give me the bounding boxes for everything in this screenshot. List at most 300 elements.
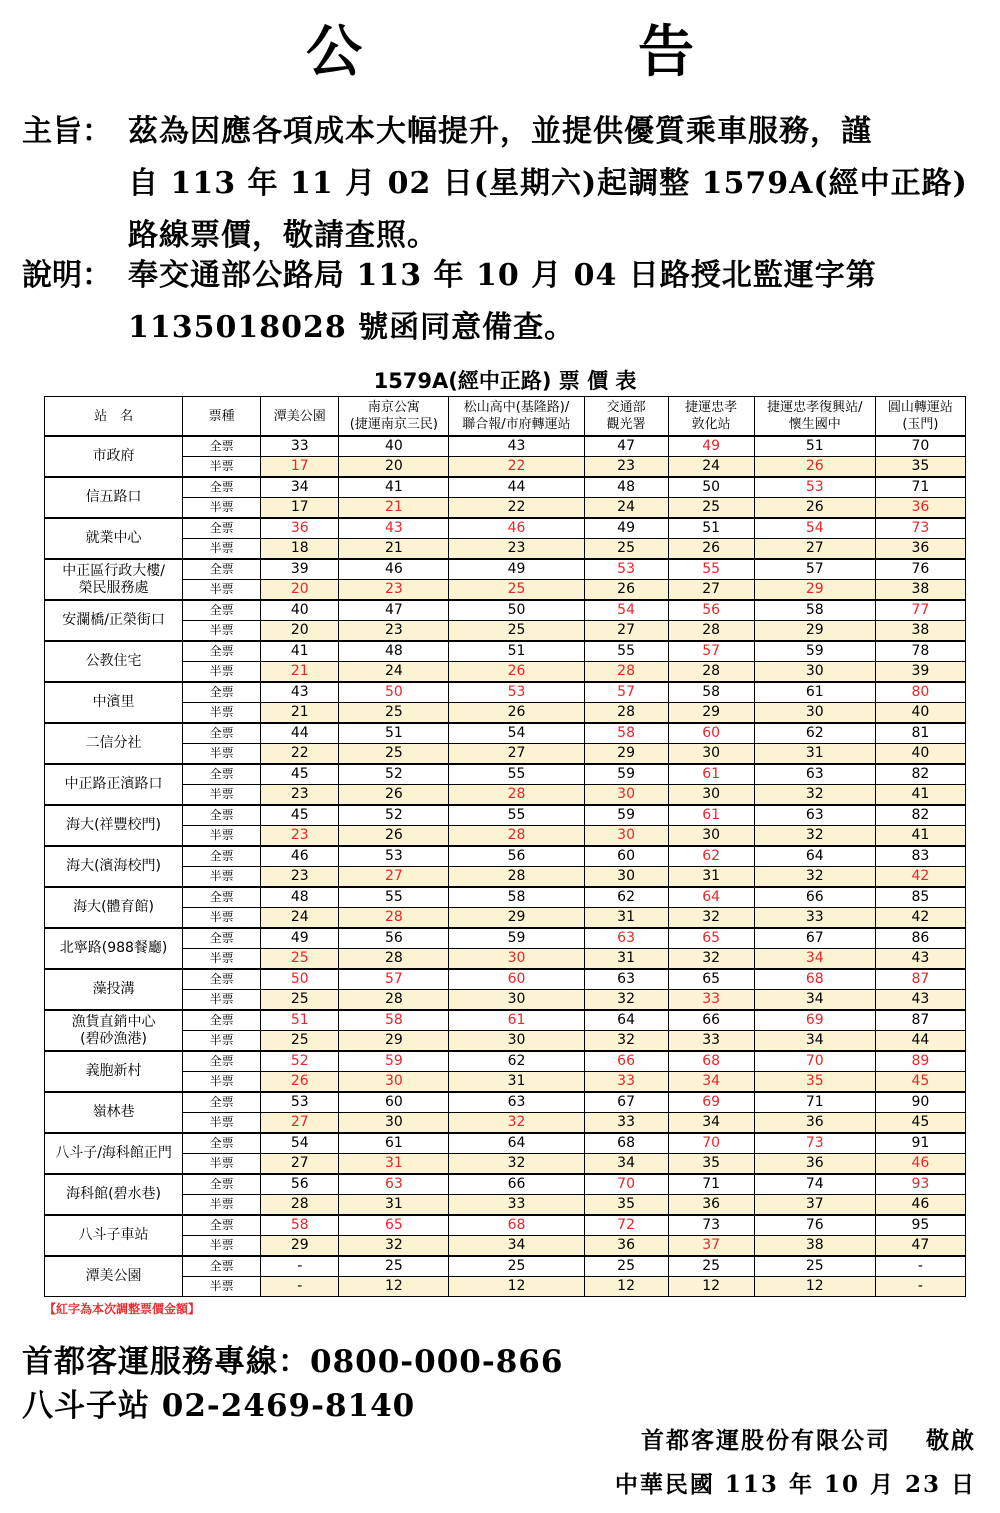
fare-cell: 55 <box>584 641 668 662</box>
fare-cell: 64 <box>668 887 754 908</box>
fare-table-header-cell: 潭美公園 <box>261 397 339 437</box>
fare-table-header-cell: 捷運忠孝復興站/ 懷生國中 <box>754 397 875 437</box>
ticket-type: 半票 <box>183 1031 261 1052</box>
fare-cell: 46 <box>875 1195 965 1216</box>
station-name: 藻投溝 <box>45 969 183 1010</box>
fare-cell: 29 <box>668 703 754 724</box>
fare-cell: 45 <box>875 1072 965 1093</box>
fare-row-full <box>45 723 966 744</box>
fare-row-half <box>45 744 966 765</box>
ticket-type: 全票 <box>183 477 261 498</box>
fare-cell: 28 <box>668 662 754 683</box>
explanation-label: 說明： <box>22 258 112 293</box>
fare-cell: 30 <box>449 949 584 970</box>
fare-cell: 32 <box>668 949 754 970</box>
fare-cell: 27 <box>261 1154 339 1175</box>
subject-text: 茲為因應各項成本大幅提升，並提供優質乘車服務，謹 自 113 年 11 月 02 日(星期六)起調整 1579A(經中正路) 路線票價，敬請查照。 <box>128 114 968 253</box>
fare-cell: 70 <box>875 436 965 457</box>
ticket-type: 全票 <box>183 969 261 990</box>
fare-cell: 59 <box>584 805 668 826</box>
fare-cell: 65 <box>668 928 754 949</box>
fare-cell: 26 <box>668 539 754 560</box>
fare-cell: 25 <box>449 1256 584 1277</box>
fare-cell: 27 <box>668 580 754 601</box>
fare-cell: 71 <box>875 477 965 498</box>
fare-cell: 46 <box>875 1154 965 1175</box>
fare-cell: 63 <box>449 1092 584 1113</box>
fare-cell: 25 <box>754 1256 875 1277</box>
fare-cell: 86 <box>875 928 965 949</box>
fare-cell: 65 <box>339 1215 449 1236</box>
fare-row-full <box>45 928 966 949</box>
ticket-type: 全票 <box>183 764 261 785</box>
fare-row-half <box>45 662 966 683</box>
fare-row-full <box>45 518 966 539</box>
fare-cell: 28 <box>449 867 584 888</box>
fare-cell: 76 <box>754 1215 875 1236</box>
fare-table <box>44 396 966 1297</box>
fare-cell: 54 <box>754 518 875 539</box>
fare-cell: 30 <box>668 826 754 847</box>
fare-table-body <box>45 436 966 1297</box>
station-name: 二信分社 <box>45 723 183 764</box>
fare-row-half <box>45 621 966 642</box>
fare-cell: 29 <box>449 908 584 929</box>
fare-cell: 25 <box>261 1031 339 1052</box>
fare-cell: 52 <box>339 764 449 785</box>
fare-cell: 39 <box>261 559 339 580</box>
fare-cell: 31 <box>668 867 754 888</box>
fare-cell: 29 <box>754 580 875 601</box>
fare-cell: 71 <box>668 1174 754 1195</box>
fare-cell: 34 <box>754 949 875 970</box>
fare-cell: 22 <box>449 457 584 478</box>
notice-date: 中華民國 113 年 10 月 23 日 <box>614 1471 976 1498</box>
fare-cell: 28 <box>449 785 584 806</box>
fare-cell: 34 <box>449 1236 584 1257</box>
ticket-type: 全票 <box>183 1256 261 1277</box>
fare-cell: 58 <box>339 1010 449 1031</box>
fare-cell: 66 <box>584 1051 668 1072</box>
fare-cell: 33 <box>754 908 875 929</box>
fare-cell: 52 <box>261 1051 339 1072</box>
fare-cell: 69 <box>668 1092 754 1113</box>
fare-cell: - <box>875 1256 965 1277</box>
ticket-type: 半票 <box>183 990 261 1011</box>
fare-cell: 91 <box>875 1133 965 1154</box>
fare-cell: 50 <box>261 969 339 990</box>
fare-cell: 63 <box>754 764 875 785</box>
fare-row-half <box>45 1236 966 1257</box>
fare-cell: 41 <box>875 826 965 847</box>
fare-cell: 23 <box>261 785 339 806</box>
fare-cell: 32 <box>754 785 875 806</box>
fare-cell: 50 <box>339 682 449 703</box>
fare-cell: 12 <box>668 1277 754 1297</box>
fare-cell: 12 <box>584 1277 668 1297</box>
fare-cell: 28 <box>261 1195 339 1216</box>
fare-cell: 54 <box>261 1133 339 1154</box>
fare-cell: 38 <box>754 1236 875 1257</box>
fare-row-half <box>45 785 966 806</box>
fare-cell: 53 <box>754 477 875 498</box>
fare-row-half <box>45 1277 966 1297</box>
ticket-type: 半票 <box>183 1195 261 1216</box>
fare-cell: 41 <box>875 785 965 806</box>
fare-cell: - <box>261 1277 339 1297</box>
fare-cell: 32 <box>754 867 875 888</box>
station-name: 海科館(碧水巷) <box>45 1174 183 1215</box>
fare-cell: 38 <box>875 580 965 601</box>
ticket-type: 半票 <box>183 949 261 970</box>
fare-cell: 87 <box>875 969 965 990</box>
fare-cell: 63 <box>584 928 668 949</box>
fare-cell: 58 <box>261 1215 339 1236</box>
fare-cell: 28 <box>449 826 584 847</box>
station-name: 海大(體育館) <box>45 887 183 928</box>
fare-cell: 21 <box>261 662 339 683</box>
fare-row-full <box>45 764 966 785</box>
fare-row-full <box>45 1010 966 1031</box>
fare-cell: 23 <box>261 826 339 847</box>
station-name: 安瀾橋/正榮街口 <box>45 600 183 641</box>
fare-cell: 61 <box>668 764 754 785</box>
fare-cell: 58 <box>584 723 668 744</box>
fare-row-half <box>45 908 966 929</box>
fare-cell: 54 <box>584 600 668 621</box>
fare-cell: 33 <box>668 990 754 1011</box>
fare-row-full <box>45 1174 966 1195</box>
fare-cell: 60 <box>668 723 754 744</box>
fare-cell: 80 <box>875 682 965 703</box>
fare-cell: 63 <box>754 805 875 826</box>
fare-cell: 72 <box>584 1215 668 1236</box>
fare-cell: 32 <box>449 1113 584 1134</box>
fare-cell: 18 <box>261 539 339 560</box>
fare-cell: 48 <box>261 887 339 908</box>
fare-cell: 70 <box>754 1051 875 1072</box>
fare-table-header-row <box>45 397 966 437</box>
fare-cell: 25 <box>339 1256 449 1277</box>
fare-cell: 47 <box>584 436 668 457</box>
fare-row-full <box>45 559 966 580</box>
ticket-type: 半票 <box>183 457 261 478</box>
fare-cell: 62 <box>449 1051 584 1072</box>
fare-cell: 43 <box>875 990 965 1011</box>
fare-row-half <box>45 1195 966 1216</box>
fare-cell: 23 <box>339 621 449 642</box>
fare-cell: 21 <box>261 703 339 724</box>
fare-cell: 68 <box>449 1215 584 1236</box>
fare-cell: 29 <box>339 1031 449 1052</box>
fare-cell: 34 <box>584 1154 668 1175</box>
fare-cell: 20 <box>261 621 339 642</box>
explanation-paragraph <box>22 250 982 354</box>
fare-cell: 30 <box>668 744 754 765</box>
fare-cell: 22 <box>261 744 339 765</box>
fare-row-half <box>45 949 966 970</box>
fare-cell: 28 <box>584 662 668 683</box>
ticket-type: 半票 <box>183 539 261 560</box>
fare-cell: 26 <box>261 1072 339 1093</box>
fare-cell: 66 <box>668 1010 754 1031</box>
ticket-type: 全票 <box>183 1215 261 1236</box>
ticket-type: 全票 <box>183 600 261 621</box>
fare-cell: 34 <box>668 1072 754 1093</box>
fare-row-full <box>45 641 966 662</box>
fare-cell: 47 <box>875 1236 965 1257</box>
fare-cell: 31 <box>754 744 875 765</box>
fare-cell: 62 <box>668 846 754 867</box>
fare-cell: 36 <box>754 1113 875 1134</box>
fare-table-header-cell: 松山高中(基隆路)/ 聯合報/市府轉運站 <box>449 397 584 437</box>
fare-cell: 21 <box>339 498 449 519</box>
fare-cell: 23 <box>339 580 449 601</box>
fare-cell: 28 <box>584 703 668 724</box>
fare-cell: 55 <box>668 559 754 580</box>
fare-cell: 35 <box>584 1195 668 1216</box>
ticket-type: 全票 <box>183 1051 261 1072</box>
fare-cell: 63 <box>584 969 668 990</box>
ticket-type: 全票 <box>183 1010 261 1031</box>
fare-cell: 68 <box>584 1133 668 1154</box>
ticket-type: 全票 <box>183 1133 261 1154</box>
fare-cell: 27 <box>339 867 449 888</box>
ticket-type: 全票 <box>183 559 261 580</box>
fare-cell: 32 <box>668 908 754 929</box>
fare-cell: 35 <box>754 1072 875 1093</box>
fare-cell: 27 <box>261 1113 339 1134</box>
fare-table-header-cell: 捷運忠孝 敦化站 <box>668 397 754 437</box>
fare-cell: 37 <box>754 1195 875 1216</box>
fare-row-half <box>45 498 966 519</box>
fare-cell: 93 <box>875 1174 965 1195</box>
fare-cell: 45 <box>261 805 339 826</box>
ticket-type: 半票 <box>183 1154 261 1175</box>
ticket-type: 半票 <box>183 498 261 519</box>
fare-cell: 49 <box>668 436 754 457</box>
fare-cell: 25 <box>584 1256 668 1277</box>
fare-cell: 64 <box>449 1133 584 1154</box>
fare-cell: 42 <box>875 867 965 888</box>
fare-cell: 26 <box>754 457 875 478</box>
fare-cell: 63 <box>339 1174 449 1195</box>
station-name: 海大(濱海校門) <box>45 846 183 887</box>
fare-cell: 31 <box>449 1072 584 1093</box>
fare-cell: 73 <box>668 1215 754 1236</box>
fare-table-title: 1579A(經中正路) 票 價 表 <box>373 369 637 393</box>
fare-cell: 64 <box>584 1010 668 1031</box>
fare-cell: 82 <box>875 764 965 785</box>
fare-cell: 42 <box>875 908 965 929</box>
fare-row-half <box>45 539 966 560</box>
fare-cell: 57 <box>754 559 875 580</box>
fare-cell: 20 <box>339 457 449 478</box>
fare-cell: 23 <box>261 867 339 888</box>
fare-row-half <box>45 990 966 1011</box>
fare-cell: 90 <box>875 1092 965 1113</box>
fare-cell: - <box>875 1277 965 1297</box>
fare-cell: 27 <box>584 621 668 642</box>
fare-cell: 68 <box>668 1051 754 1072</box>
fare-cell: 25 <box>668 498 754 519</box>
fare-cell: 32 <box>584 990 668 1011</box>
fare-cell: 59 <box>449 928 584 949</box>
fare-cell: 59 <box>339 1051 449 1072</box>
fare-cell: 22 <box>449 498 584 519</box>
fare-cell: 30 <box>449 990 584 1011</box>
fare-cell: 59 <box>754 641 875 662</box>
fare-cell: 43 <box>449 436 584 457</box>
ticket-type: 全票 <box>183 1092 261 1113</box>
fare-cell: 27 <box>449 744 584 765</box>
service-hotline: 首都客運服務專線：0800-000-866 <box>22 1344 564 1380</box>
fare-cell: 57 <box>668 641 754 662</box>
fare-cell: 70 <box>668 1133 754 1154</box>
fare-cell: 36 <box>668 1195 754 1216</box>
fare-cell: 32 <box>339 1236 449 1257</box>
ticket-type: 全票 <box>183 723 261 744</box>
fare-cell: 56 <box>261 1174 339 1195</box>
fare-cell: 73 <box>875 518 965 539</box>
fare-cell: 29 <box>261 1236 339 1257</box>
company-signature: 首都客運股份有限公司 敬啟 <box>640 1427 976 1454</box>
fare-cell: 33 <box>584 1113 668 1134</box>
ticket-type: 半票 <box>183 1277 261 1297</box>
fare-cell: 44 <box>875 1031 965 1052</box>
station-name: 北寧路(988餐廳) <box>45 928 183 969</box>
fare-row-full <box>45 846 966 867</box>
fare-row-full <box>45 682 966 703</box>
fare-cell: 58 <box>449 887 584 908</box>
fare-cell: 56 <box>339 928 449 949</box>
fare-cell: 78 <box>875 641 965 662</box>
fare-cell: 31 <box>584 949 668 970</box>
fare-cell: 25 <box>261 990 339 1011</box>
fare-cell: 28 <box>339 990 449 1011</box>
fare-cell: 32 <box>754 826 875 847</box>
fare-cell: 65 <box>668 969 754 990</box>
fare-row-half <box>45 1154 966 1175</box>
fare-cell: 24 <box>668 457 754 478</box>
ticket-type: 全票 <box>183 887 261 908</box>
fare-cell: 30 <box>339 1072 449 1093</box>
fare-cell: 51 <box>668 518 754 539</box>
fare-cell: 71 <box>754 1092 875 1113</box>
fare-cell: 23 <box>584 457 668 478</box>
fare-cell: 44 <box>261 723 339 744</box>
fare-cell: 51 <box>449 641 584 662</box>
station-name: 公教住宅 <box>45 641 183 682</box>
fare-row-full <box>45 436 966 457</box>
fare-cell: 31 <box>339 1154 449 1175</box>
fare-cell: 34 <box>261 477 339 498</box>
ticket-type: 全票 <box>183 1174 261 1195</box>
ticket-type: 全票 <box>183 641 261 662</box>
station-name: 就業中心 <box>45 518 183 559</box>
fare-row-full <box>45 600 966 621</box>
fare-row-half <box>45 1113 966 1134</box>
fare-cell: 45 <box>261 764 339 785</box>
fare-cell: 28 <box>339 949 449 970</box>
fare-cell: 55 <box>449 764 584 785</box>
fare-row-half <box>45 703 966 724</box>
fare-cell: 59 <box>584 764 668 785</box>
ticket-type: 半票 <box>183 908 261 929</box>
fare-cell: 30 <box>754 662 875 683</box>
fare-cell: 43 <box>339 518 449 539</box>
fare-row-full <box>45 805 966 826</box>
fare-cell: 34 <box>754 990 875 1011</box>
station-name: 嶺林巷 <box>45 1092 183 1133</box>
fare-cell: 46 <box>449 518 584 539</box>
fare-cell: 48 <box>584 477 668 498</box>
fare-cell: 53 <box>449 682 584 703</box>
fare-table-header-cell: 票種 <box>183 397 261 437</box>
ticket-type: 半票 <box>183 785 261 806</box>
fare-cell: 36 <box>261 518 339 539</box>
fare-cell: 26 <box>449 703 584 724</box>
fare-row-full <box>45 1215 966 1236</box>
fare-cell: 25 <box>339 744 449 765</box>
fare-cell: 77 <box>875 600 965 621</box>
fare-cell: 36 <box>875 498 965 519</box>
fare-cell: 57 <box>339 969 449 990</box>
fare-cell: 62 <box>754 723 875 744</box>
ticket-type: 半票 <box>183 621 261 642</box>
fare-cell: 61 <box>754 682 875 703</box>
fare-cell: 53 <box>261 1092 339 1113</box>
fare-cell: 58 <box>754 600 875 621</box>
fare-cell: 32 <box>584 1031 668 1052</box>
fare-cell: 70 <box>584 1174 668 1195</box>
fare-cell: 64 <box>754 846 875 867</box>
fare-cell: 30 <box>754 703 875 724</box>
station-name: 中正區行政大樓/ 榮民服務處 <box>45 559 183 600</box>
fare-cell: 24 <box>584 498 668 519</box>
fare-cell: 24 <box>339 662 449 683</box>
fare-cell: 27 <box>754 539 875 560</box>
fare-row-half <box>45 1072 966 1093</box>
fare-row-half <box>45 580 966 601</box>
fare-cell: 17 <box>261 457 339 478</box>
fare-cell: 25 <box>668 1256 754 1277</box>
station-name: 漁貨直銷中心 (碧砂漁港) <box>45 1010 183 1051</box>
fare-cell: 60 <box>584 846 668 867</box>
fare-table-header-cell: 南京公寓 (捷運南京三民) <box>339 397 449 437</box>
fare-cell: 31 <box>339 1195 449 1216</box>
ticket-type: 半票 <box>183 744 261 765</box>
fare-cell: 44 <box>449 477 584 498</box>
fare-cell: 51 <box>754 436 875 457</box>
fare-cell: 25 <box>339 703 449 724</box>
station-phone: 八斗子站 02-2469-8140 <box>22 1388 416 1424</box>
ticket-type: 全票 <box>183 518 261 539</box>
fare-row-full <box>45 887 966 908</box>
fare-row-full <box>45 1051 966 1072</box>
fare-cell: 20 <box>261 580 339 601</box>
fare-row-half <box>45 826 966 847</box>
fare-cell: 30 <box>584 826 668 847</box>
fare-cell: 30 <box>339 1113 449 1134</box>
fare-cell: 12 <box>339 1277 449 1297</box>
fare-row-half <box>45 867 966 888</box>
fare-cell: 26 <box>449 662 584 683</box>
ticket-type: 全票 <box>183 682 261 703</box>
fare-cell: - <box>261 1256 339 1277</box>
fare-cell: 26 <box>584 580 668 601</box>
ticket-type: 半票 <box>183 580 261 601</box>
